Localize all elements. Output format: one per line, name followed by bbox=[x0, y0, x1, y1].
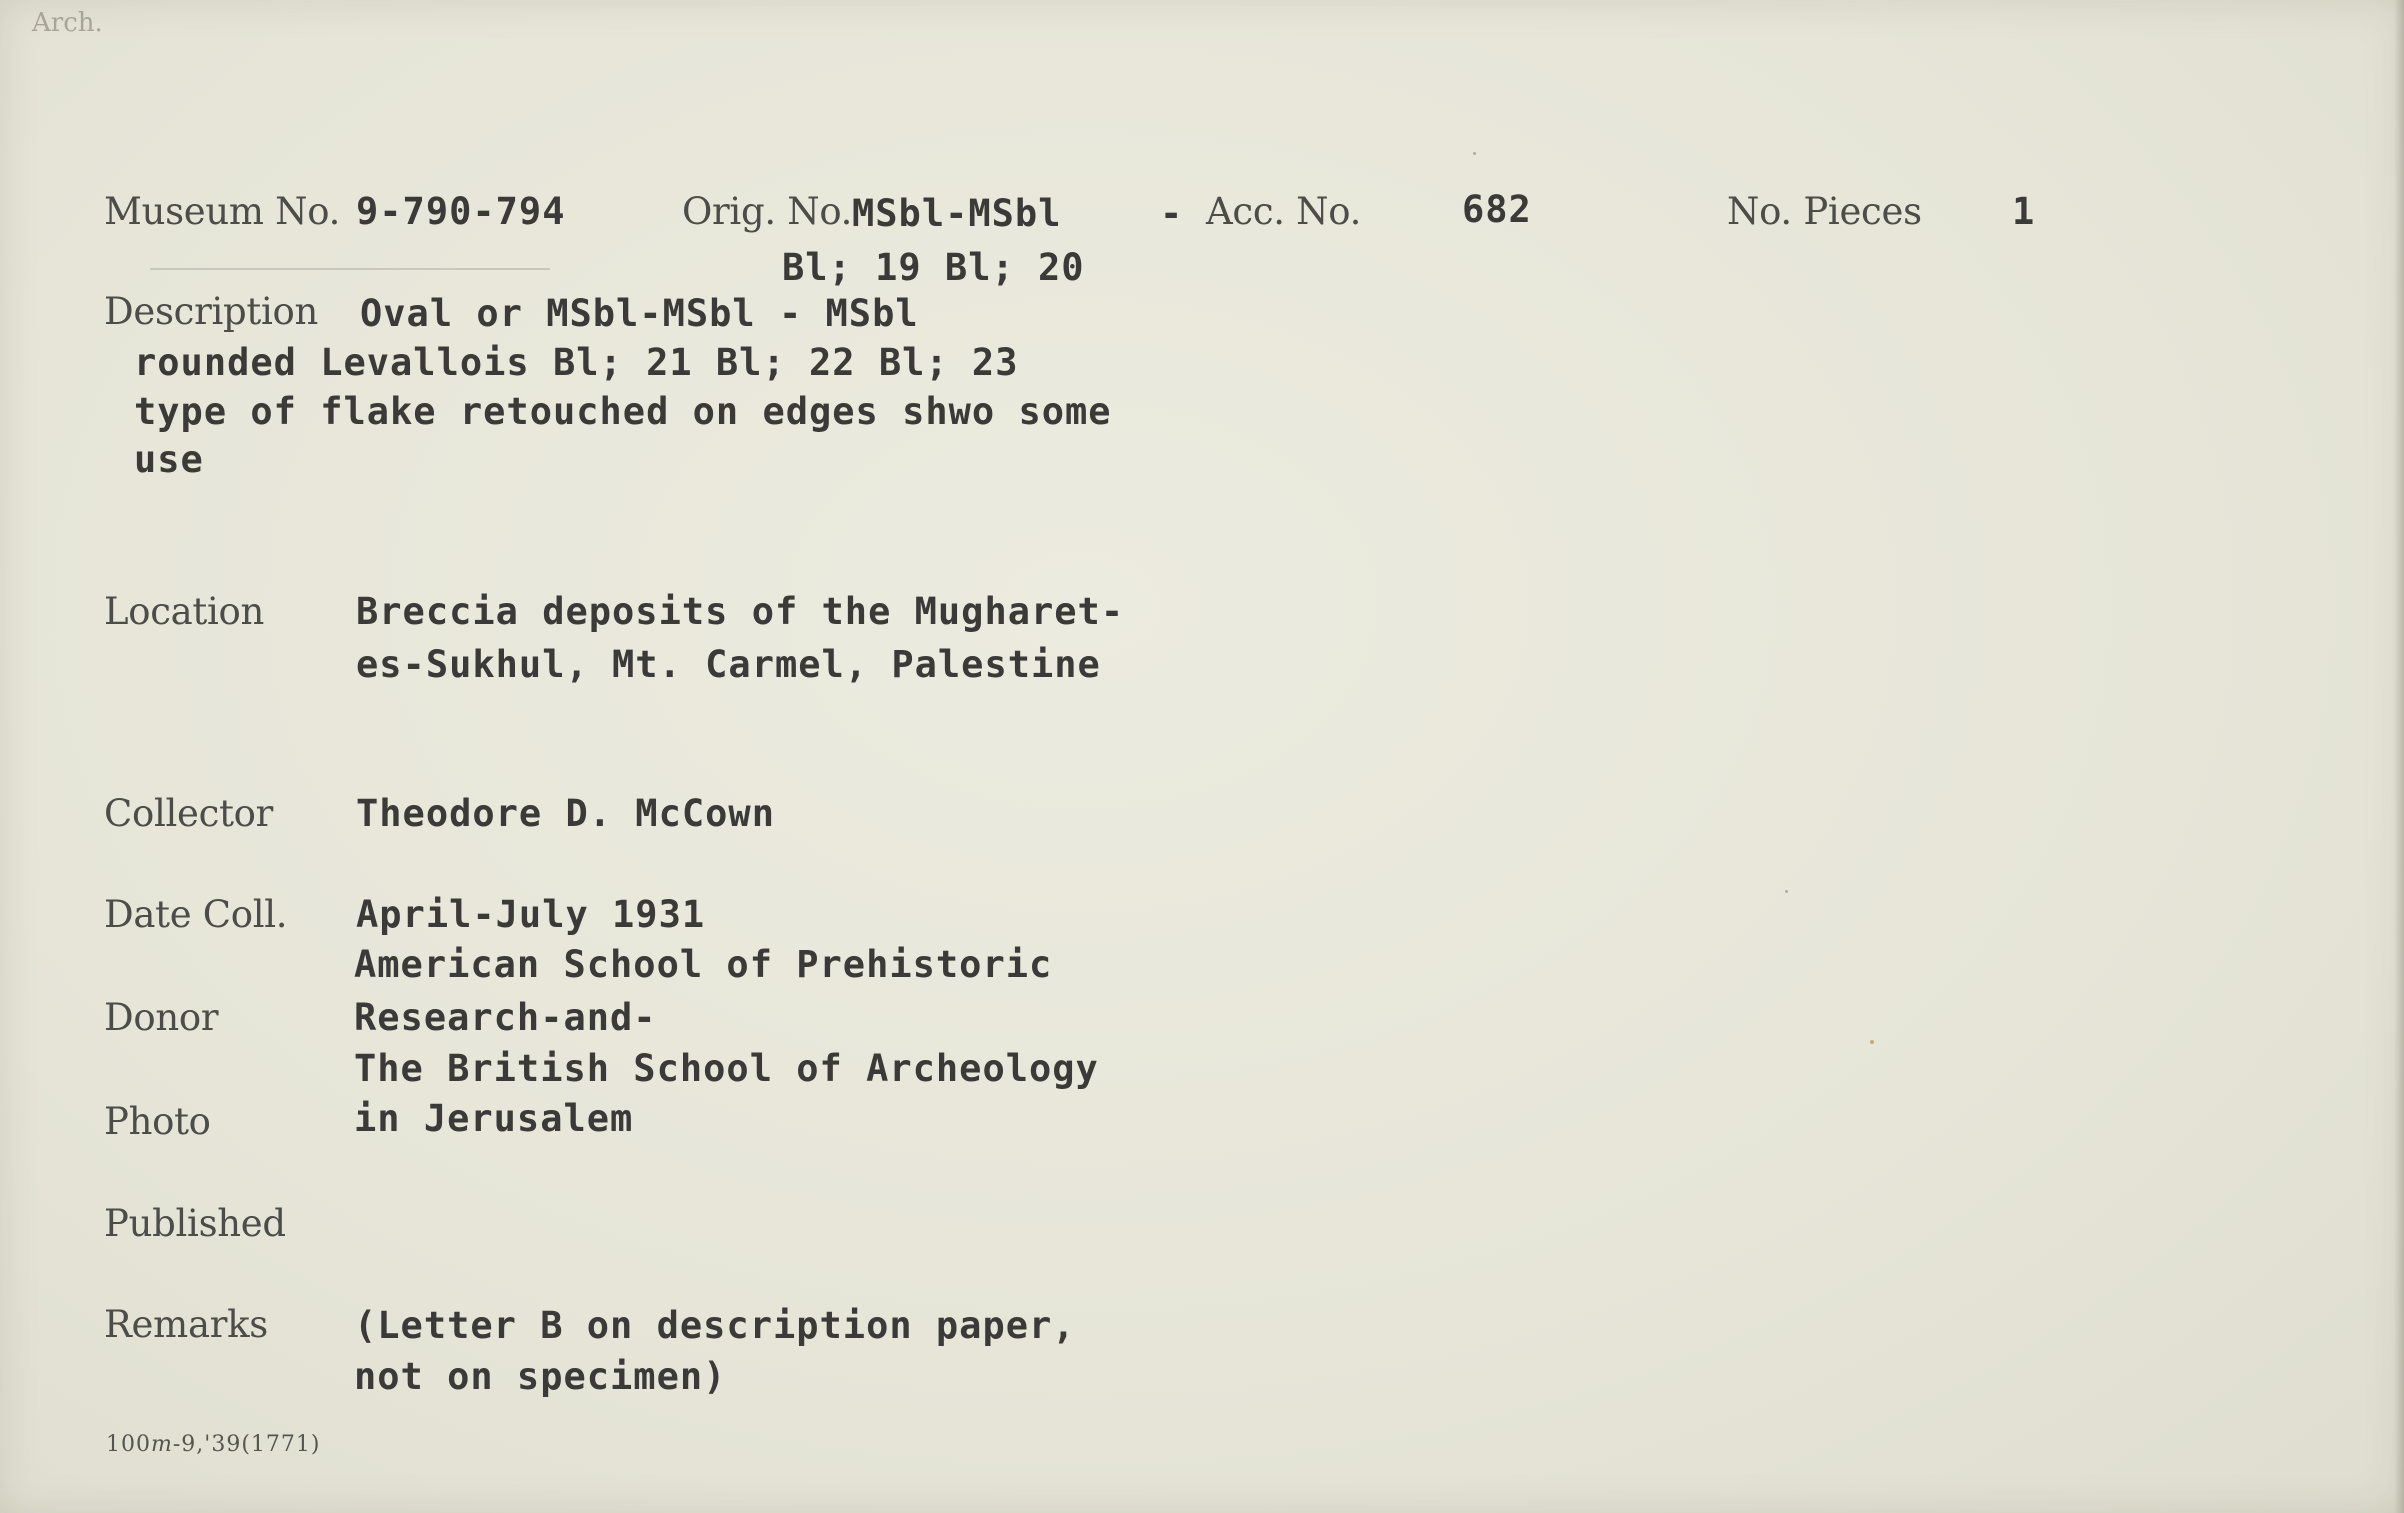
orig-no-value-line1: MSbl-MSbl bbox=[852, 192, 1062, 235]
description-line-4: use bbox=[134, 438, 204, 481]
paper-speck bbox=[1870, 1040, 1874, 1044]
paper-speck bbox=[1473, 152, 1476, 155]
location-line-2: es-Sukhul, Mt. Carmel, Palestine bbox=[356, 643, 1101, 686]
remarks-line-1: (Letter B on description paper, bbox=[354, 1304, 1076, 1347]
orig-no-dash: - bbox=[1160, 192, 1184, 235]
form-print-code-prefix: 100 bbox=[106, 1432, 151, 1457]
collector-label: Collector bbox=[104, 792, 274, 835]
orig-no-label: Orig. No. bbox=[682, 190, 853, 233]
orig-no-value-line2: Bl; 19 Bl; 20 bbox=[782, 246, 1085, 289]
published-label: Published bbox=[104, 1202, 286, 1245]
acc-no-label: Acc. No. bbox=[1206, 190, 1362, 233]
photo-label: Photo bbox=[104, 1100, 211, 1143]
form-print-code-italic: m bbox=[151, 1432, 173, 1457]
form-print-code bbox=[106, 1432, 321, 1457]
card-edge-shadow bbox=[2394, 0, 2404, 1513]
paper-speck bbox=[1785, 890, 1788, 893]
faint-stray-mark bbox=[150, 268, 550, 270]
no-pieces-value: 1 bbox=[2012, 190, 2036, 233]
corner-mark: Arch. bbox=[32, 8, 103, 38]
description-line-3: type of flake retouched on edges shwo some bbox=[134, 390, 1112, 433]
collector-value: Theodore D. McCown bbox=[356, 792, 775, 835]
no-pieces-label: No. Pieces bbox=[1727, 190, 1922, 233]
donor-line-4: in Jerusalem bbox=[354, 1097, 634, 1140]
form-print-code-suffix: -9,'39(1771) bbox=[172, 1432, 321, 1457]
date-coll-label: Date Coll. bbox=[104, 893, 288, 936]
museum-no-label: Museum No. bbox=[104, 190, 341, 233]
date-coll-value: April-July 1931 bbox=[356, 893, 706, 936]
description-line-2: rounded Levallois Bl; 21 Bl; 22 Bl; 23 bbox=[134, 341, 1019, 384]
donor-line-2: Research-and- bbox=[354, 996, 657, 1039]
location-line-1: Breccia deposits of the Mugharet- bbox=[356, 590, 1125, 633]
description-label: Description bbox=[104, 290, 318, 333]
donor-label: Donor bbox=[104, 996, 219, 1039]
donor-line-3: The British School of Archeology bbox=[354, 1047, 1099, 1090]
remarks-line-2: not on specimen) bbox=[354, 1355, 727, 1398]
museum-no-value: 9-790-794 bbox=[356, 190, 566, 233]
acc-no-value: 682 bbox=[1462, 188, 1532, 231]
description-line-1: Oval or MSbl-MSbl - MSbl bbox=[360, 292, 919, 335]
location-label: Location bbox=[104, 590, 265, 633]
remarks-label: Remarks bbox=[104, 1303, 268, 1346]
donor-line-1: American School of Prehistoric bbox=[354, 943, 1053, 986]
